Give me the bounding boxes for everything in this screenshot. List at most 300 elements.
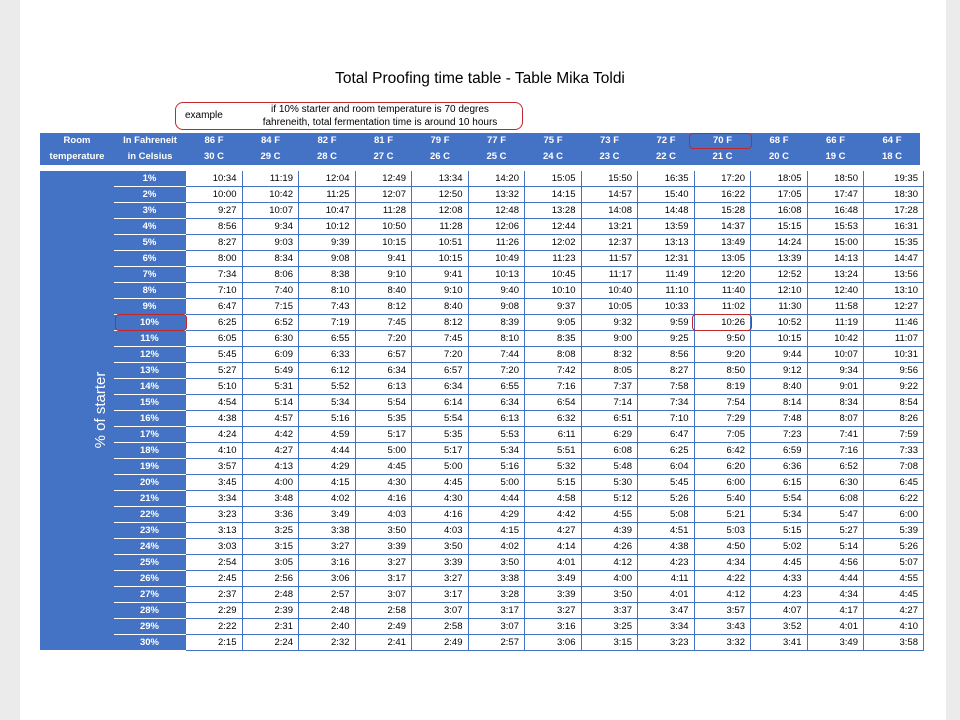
time-cell: 13:56 [864,267,924,283]
table-row [114,283,924,299]
time-cell: 5:27 [807,523,864,539]
time-cell: 4:45 [355,459,412,475]
time-cell: 3:37 [581,603,638,619]
time-cell: 11:28 [355,203,412,219]
time-cell: 4:30 [412,491,469,507]
time-cell: 6:30 [807,475,864,491]
time-cell: 4:29 [299,459,356,475]
time-cell: 2:58 [355,603,412,619]
table-row [114,267,924,283]
temp-fahrenheit: 84 F [260,135,280,146]
temp-fahrenheit: 81 F [373,135,393,146]
time-cell: 8:40 [355,283,412,299]
time-cell: 10:12 [299,219,356,235]
time-cell: 5:35 [412,427,469,443]
time-cell: 11:57 [581,251,638,267]
time-cell: 5:30 [581,475,638,491]
time-cell: 3:50 [412,539,469,555]
time-cell: 5:15 [525,475,582,491]
time-cell: 5:40 [694,491,751,507]
time-cell: 3:49 [807,635,864,651]
time-cell: 7:14 [581,395,638,411]
time-cell: 4:12 [694,587,751,603]
time-cell: 4:03 [355,507,412,523]
time-cell: 15:40 [638,187,695,203]
time-cell: 13:05 [694,251,751,267]
time-cell: 4:56 [807,555,864,571]
time-cell: 5:03 [694,523,751,539]
time-cell: 3:16 [299,555,356,571]
time-cell: 15:35 [864,235,924,251]
time-cell: 5:39 [864,523,924,539]
table-row [114,171,924,187]
time-cell: 8:06 [242,267,299,283]
starter-percent-cell: 17% [114,427,186,443]
time-cell: 9:41 [355,251,412,267]
time-cell: 3:06 [299,571,356,587]
time-cell: 5:27 [186,363,243,379]
time-cell: 11:40 [694,283,751,299]
time-cell: 7:20 [468,363,525,379]
time-cell: 3:57 [694,603,751,619]
time-cell: 9:50 [694,331,751,347]
time-cell: 6:13 [468,411,525,427]
time-cell: 6:08 [807,491,864,507]
time-cell: 2:56 [242,571,299,587]
time-cell: 7:05 [694,427,751,443]
time-cell: 9:59 [638,315,695,331]
time-cell: 5:32 [525,459,582,475]
time-cell: 16:08 [751,203,808,219]
time-cell: 5:47 [807,507,864,523]
table-row [114,411,924,427]
time-cell: 13:24 [807,267,864,283]
temp-header-2 [299,133,355,165]
time-cell: 6:55 [299,331,356,347]
starter-percent-cell: 1% [114,171,186,187]
time-cell: 3:32 [694,635,751,651]
time-cell: 6:25 [186,315,243,331]
time-cell: 6:00 [694,475,751,491]
time-cell: 4:45 [412,475,469,491]
temp-header-7 [582,133,638,165]
time-cell: 11:49 [638,267,695,283]
temp-header-4 [412,133,468,165]
time-cell: 10:13 [468,267,525,283]
time-cell: 4:02 [468,539,525,555]
table-row [114,379,924,395]
starter-percent-cell: 12% [114,347,186,363]
time-cell: 10:15 [412,251,469,267]
time-cell: 4:15 [299,475,356,491]
time-cell: 14:37 [694,219,751,235]
table-row [114,315,924,331]
time-cell: 3:47 [638,603,695,619]
example-message [238,104,522,129]
time-cell: 8:19 [694,379,751,395]
temp-header-11 [808,133,864,165]
time-cell: 6:12 [299,363,356,379]
time-cell: 15:05 [525,171,582,187]
time-cell: 13:59 [638,219,695,235]
time-cell: 7:34 [186,267,243,283]
time-cell: 13:21 [581,219,638,235]
temp-fahrenheit: 82 F [317,135,337,146]
time-cell: 3:25 [242,523,299,539]
table-row [114,603,924,619]
time-cell: 4:17 [807,603,864,619]
time-cell: 15:28 [694,203,751,219]
temp-celsius: 22 C [655,151,677,162]
time-cell: 3:48 [242,491,299,507]
time-cell: 5:54 [355,395,412,411]
time-cell: 11:46 [864,315,924,331]
time-cell: 5:10 [186,379,243,395]
starter-percent-cell: 6% [114,251,186,267]
table-row [114,635,924,651]
time-cell: 9:12 [751,363,808,379]
time-cell: 2:22 [186,619,243,635]
temp-celsius: 25 C [486,151,507,162]
time-cell: 7:43 [299,299,356,315]
starter-percent-cell: 14% [114,379,186,395]
time-cell: 4:16 [412,507,469,523]
time-cell: 4:27 [242,443,299,459]
time-cell: 2:48 [299,603,356,619]
time-cell: 10:26 [694,315,751,331]
time-cell: 17:47 [807,187,864,203]
time-cell: 11:02 [694,299,751,315]
time-cell: 2:39 [242,603,299,619]
temp-fahrenheit: 64 F [882,135,902,146]
temp-fahrenheit: 68 F [769,135,789,146]
time-cell: 14:47 [864,251,924,267]
time-cell: 3:06 [525,635,582,651]
time-cell: 9:32 [581,315,638,331]
time-cell: 6:22 [864,491,924,507]
time-cell: 5:07 [864,555,924,571]
time-cell: 8:10 [299,283,356,299]
table-row [114,331,924,347]
time-cell: 8:10 [468,331,525,347]
time-cell: 11:26 [468,235,525,251]
time-cell: 10:07 [242,203,299,219]
time-cell: 10:47 [299,203,356,219]
time-cell: 12:37 [581,235,638,251]
time-cell: 9:03 [242,235,299,251]
starter-percent-cell: 22% [114,507,186,523]
time-cell: 6:25 [638,443,695,459]
time-cell: 11:07 [864,331,924,347]
time-cell: 4:26 [581,539,638,555]
time-cell: 18:30 [864,187,924,203]
time-cell: 5:08 [638,507,695,523]
time-cell: 3:43 [694,619,751,635]
temp-celsius: 30 C [203,151,225,162]
time-cell: 4:34 [694,555,751,571]
time-cell: 7:59 [864,427,924,443]
temp-celsius: 28 C [316,151,338,162]
table-row [114,539,924,555]
time-cell: 6:47 [186,299,243,315]
time-cell: 5:48 [581,459,638,475]
time-cell: 3:50 [581,587,638,603]
time-cell: 5:31 [242,379,299,395]
time-cell: 3:39 [525,587,582,603]
time-cell: 4:50 [694,539,751,555]
time-cell: 15:00 [807,235,864,251]
time-cell: 8:27 [186,235,243,251]
time-cell: 13:49 [694,235,751,251]
time-cell: 7:58 [638,379,695,395]
time-cell: 10:40 [581,283,638,299]
time-cell: 3:27 [412,571,469,587]
time-cell: 7:20 [355,331,412,347]
time-cell: 6:29 [581,427,638,443]
time-cell: 3:07 [355,587,412,603]
proofing-time-table [114,171,924,651]
temp-celsius: 21 C [712,151,733,162]
time-cell: 8:32 [581,347,638,363]
time-cell: 3:07 [412,603,469,619]
starter-percent-cell: 23% [114,523,186,539]
starter-percent-cell: 11% [114,331,186,347]
time-cell: 12:20 [694,267,751,283]
starter-percent-cell: 20% [114,475,186,491]
time-cell: 4:54 [186,395,243,411]
table-row [114,507,924,523]
example-label: example [185,110,223,121]
time-cell: 3:45 [186,475,243,491]
time-cell: 10:15 [751,331,808,347]
time-cell: 7:34 [638,395,695,411]
time-cell: 5:34 [299,395,356,411]
time-cell: 5:53 [468,427,525,443]
time-cell: 3:27 [299,539,356,555]
time-cell: 6:51 [581,411,638,427]
starter-percent-cell: 26% [114,571,186,587]
starter-axis-label [92,371,112,449]
time-cell: 4:57 [242,411,299,427]
starter-axis-text: % of starter [92,371,109,449]
example-line-1: if 10% starter and room temperature is 70 degres [271,104,489,115]
time-cell: 5:49 [242,363,299,379]
table-row [114,443,924,459]
temp-header-6 [525,133,581,165]
time-cell: 8:26 [864,411,924,427]
time-cell: 9:44 [751,347,808,363]
table-row [114,571,924,587]
time-cell: 6:55 [468,379,525,395]
time-cell: 15:53 [807,219,864,235]
time-cell: 9:25 [638,331,695,347]
time-cell: 9:01 [807,379,864,395]
time-cell: 6:04 [638,459,695,475]
time-cell: 8:56 [186,219,243,235]
time-cell: 7:10 [638,411,695,427]
time-cell: 6:09 [242,347,299,363]
time-cell: 10:00 [186,187,243,203]
time-cell: 7:10 [186,283,243,299]
time-cell: 4:44 [807,571,864,587]
time-cell: 4:01 [807,619,864,635]
temp-fahrenheit: 72 F [656,135,676,146]
time-cell: 2:37 [186,587,243,603]
time-cell: 11:28 [412,219,469,235]
time-cell: 11:19 [242,171,299,187]
time-cell: 3:15 [581,635,638,651]
time-cell: 16:48 [807,203,864,219]
time-cell: 13:10 [864,283,924,299]
time-cell: 6:34 [468,395,525,411]
time-cell: 6:52 [242,315,299,331]
time-cell: 8:27 [638,363,695,379]
time-cell: 5:00 [468,475,525,491]
time-cell: 11:58 [807,299,864,315]
time-cell: 10:31 [864,347,924,363]
time-cell: 9:00 [581,331,638,347]
starter-percent-cell: 5% [114,235,186,251]
time-cell: 6:33 [299,347,356,363]
time-cell: 12:08 [412,203,469,219]
time-cell: 12:27 [864,299,924,315]
time-cell: 7:45 [355,315,412,331]
time-cell: 15:15 [751,219,808,235]
time-cell: 5:14 [807,539,864,555]
time-cell: 8:12 [355,299,412,315]
time-cell: 3:23 [186,507,243,523]
time-cell: 14:20 [468,171,525,187]
time-cell: 10:15 [355,235,412,251]
time-cell: 10:49 [468,251,525,267]
time-cell: 5:16 [468,459,525,475]
time-cell: 6:20 [694,459,751,475]
table-row [114,363,924,379]
units-header-line-2: in Celsius [127,151,173,162]
time-cell: 10:33 [638,299,695,315]
time-cell: 8:00 [186,251,243,267]
time-cell: 3:34 [638,619,695,635]
time-cell: 10:51 [412,235,469,251]
time-cell: 2:32 [299,635,356,651]
time-cell: 3:50 [468,555,525,571]
temp-fahrenheit: 86 F [204,135,224,146]
table-row [114,235,924,251]
time-cell: 16:35 [638,171,695,187]
time-cell: 10:34 [186,171,243,187]
starter-percent-cell: 30% [114,635,186,651]
time-cell: 4:45 [751,555,808,571]
time-cell: 9:10 [355,267,412,283]
starter-percent-cell: 16% [114,411,186,427]
time-cell: 7:16 [807,443,864,459]
time-cell: 9:08 [468,299,525,315]
time-cell: 3:49 [525,571,582,587]
temp-celsius: 27 C [373,151,394,162]
time-cell: 12:48 [468,203,525,219]
table-row [114,475,924,491]
time-cell: 13:13 [638,235,695,251]
time-cell: 6:45 [864,475,924,491]
time-cell: 8:34 [807,395,864,411]
time-cell: 9:34 [242,219,299,235]
time-cell: 6:00 [864,507,924,523]
time-cell: 4:23 [751,587,808,603]
time-cell: 17:05 [751,187,808,203]
example-note [175,102,523,130]
time-cell: 11:30 [751,299,808,315]
table-row [114,251,924,267]
table-row [114,491,924,507]
time-cell: 4:07 [751,603,808,619]
time-cell: 2:54 [186,555,243,571]
time-cell: 7:20 [412,347,469,363]
starter-percent-cell: 3% [114,203,186,219]
time-cell: 5:34 [468,443,525,459]
time-cell: 2:29 [186,603,243,619]
time-cell: 9:39 [299,235,356,251]
temp-celsius: 23 C [599,151,620,162]
time-cell: 8:40 [412,299,469,315]
time-cell: 4:14 [525,539,582,555]
table-row [114,203,924,219]
time-cell: 14:13 [807,251,864,267]
time-cell: 4:51 [638,523,695,539]
time-cell: 5:00 [355,443,412,459]
time-cell: 5:15 [751,523,808,539]
time-cell: 4:23 [638,555,695,571]
time-cell: 3:57 [186,459,243,475]
highlight-10-26 [692,314,752,331]
temp-celsius: 19 C [825,151,846,162]
temp-fahrenheit: 75 F [543,135,563,146]
time-cell: 4:55 [581,507,638,523]
time-cell: 5:16 [299,411,356,427]
time-cell: 9:41 [412,267,469,283]
time-cell: 3:58 [864,635,924,651]
time-cell: 4:29 [468,507,525,523]
time-cell: 2:41 [355,635,412,651]
units-header [114,133,186,165]
time-cell: 5:45 [638,475,695,491]
units-header-line-1: In Fahreneit [123,135,177,146]
time-cell: 14:48 [638,203,695,219]
time-cell: 7:42 [525,363,582,379]
time-cell: 8:05 [581,363,638,379]
time-cell: 8:56 [638,347,695,363]
time-cell: 8:14 [751,395,808,411]
time-cell: 2:24 [242,635,299,651]
time-cell: 10:50 [355,219,412,235]
time-cell: 6:13 [355,379,412,395]
time-cell: 8:07 [807,411,864,427]
temp-celsius: 26 C [429,151,451,162]
time-cell: 10:42 [242,187,299,203]
temp-celsius: 24 C [542,151,564,162]
time-cell: 4:30 [355,475,412,491]
time-cell: 2:45 [186,571,243,587]
time-cell: 11:10 [638,283,695,299]
time-cell: 3:07 [468,619,525,635]
time-cell: 7:37 [581,379,638,395]
time-cell: 3:05 [242,555,299,571]
time-cell: 3:23 [638,635,695,651]
time-cell: 4:45 [864,587,924,603]
time-cell: 7:45 [412,331,469,347]
time-cell: 8:50 [694,363,751,379]
time-cell: 3:27 [525,603,582,619]
starter-percent-cell: 15% [114,395,186,411]
